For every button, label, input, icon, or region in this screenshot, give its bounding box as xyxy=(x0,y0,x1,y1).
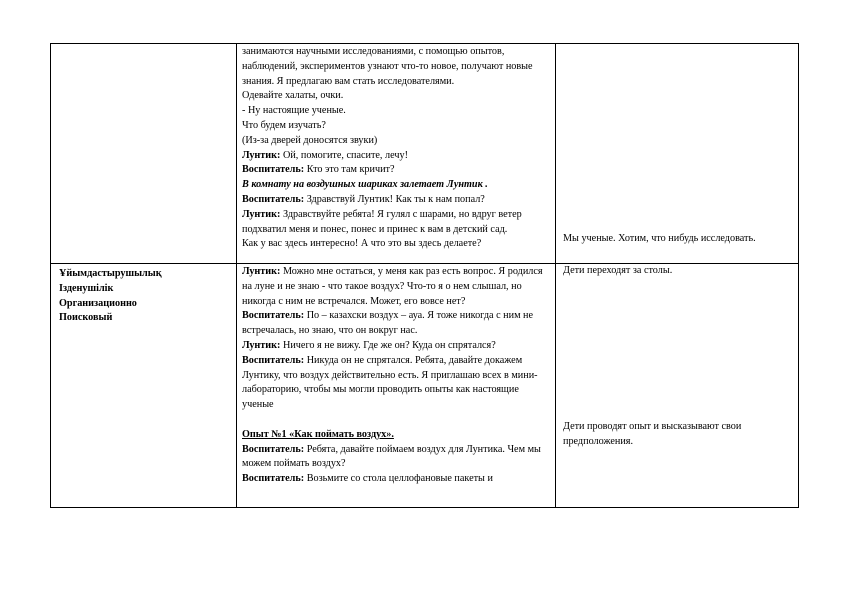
experiment-heading: Опыт №1 «Как поймать воздух». xyxy=(242,428,394,440)
stage-direction: В комнату на воздушных шариках залетает Лунтик . xyxy=(242,179,488,191)
dialogue-line xyxy=(242,339,551,354)
children-activity-cell xyxy=(556,44,799,264)
speaker-label: Лунтик: xyxy=(242,339,281,351)
speaker-label: Лунтик: xyxy=(242,208,281,220)
stage-cell-empty xyxy=(51,44,237,264)
speaker-label: Воспитатель: xyxy=(242,443,305,455)
text-line: Как у вас здесь интересно! А что это вы здесь делаете? xyxy=(242,238,482,250)
speech-text: Возьмите со стола целлофановые пакеты и xyxy=(304,473,493,485)
stage-name-ru: Поисковый xyxy=(59,312,113,324)
stage-name-kz: Ұйымдастырушылық xyxy=(59,268,162,279)
dialogue-line xyxy=(242,163,551,178)
speech-text: Кто это там кричит? xyxy=(304,164,395,176)
speech-text: Ой, помогите, спасите, лечу! xyxy=(280,149,408,161)
children-response: Дети проводят опыт и высказывают свои предположения. xyxy=(563,420,742,447)
lesson-table xyxy=(50,43,799,508)
speech-text: Никуда он не спрятался. Ребята, давайте докажем Лунтику, что воздух действительно есть. Я приглашаю всех в мини-лабораторию, чтобы мы могли проводить опыты как настоящие ученые xyxy=(242,354,538,411)
speech-text: По – казахски воздух – ауа. Я тоже никогда с ним не встречалась, но знаю, что он вокруг нас. xyxy=(242,310,534,337)
dialogue-line xyxy=(242,354,551,413)
text-line: - Ну настоящие ученые. xyxy=(242,105,346,117)
teacher-activity-cell xyxy=(237,44,556,264)
table-row xyxy=(51,264,799,508)
teacher-activity-cell xyxy=(237,264,556,508)
speech-text: Ребята, давайте поймаем воздух для Лунтика. Чем мы можем поймать воздух? xyxy=(242,443,541,470)
speaker-label: Воспитатель: xyxy=(242,473,305,485)
speech-text: Можно мне остаться, у меня как раз есть вопрос. Я родился на луне и не знаю - что такое воздух? Что-то я о нем слышал, но никогда с ним не встречался. Может, его вовсе нет? xyxy=(242,266,543,307)
table-row xyxy=(51,44,799,264)
children-activity-cell xyxy=(556,264,799,508)
stage-name-kz: Ізденушілік xyxy=(59,282,114,294)
speech-text: Здравствуйте ребята! Я гулял с шарами, но вдруг ветер подхватил меня и понес, понес и принес к вам в детский сад. xyxy=(242,208,522,235)
speaker-label: Воспитатель: xyxy=(242,354,305,366)
dialogue-line xyxy=(242,265,551,309)
stage-name-ru: Организационно xyxy=(59,297,137,309)
speaker-label: Воспитатель: xyxy=(242,164,305,176)
dialogue-line xyxy=(242,472,551,487)
speaker-label: Воспитатель: xyxy=(242,193,305,205)
dialogue-line xyxy=(242,193,551,208)
text-line: (Из-за дверей доносятся звуки) xyxy=(242,134,378,146)
text-line: Одевайте халаты, очки. xyxy=(242,90,344,102)
speaker-label: Лунтик: xyxy=(242,266,281,277)
speech-text: Здравствуй Лунтик! Как ты к нам попал? xyxy=(304,193,485,205)
speaker-label: Лунтик: xyxy=(242,149,281,161)
dialogue-line xyxy=(242,443,551,473)
text-line: занимаются научными исследованиями, с помощью опытов, наблюдений, экспериментов узнают что-то новое, получают новые знания. Я предлагаю вам стать исследователями. xyxy=(242,46,533,87)
text-line: Что будем изучать? xyxy=(242,119,326,131)
children-response: Дети переходят за столы. xyxy=(563,265,673,276)
dialogue-line xyxy=(242,149,551,164)
dialogue-line xyxy=(242,208,551,238)
speaker-label: Воспитатель: xyxy=(242,310,305,322)
stage-cell xyxy=(51,264,237,508)
dialogue-line xyxy=(242,309,551,339)
speech-text: Ничего я не вижу. Где же он? Куда он спрятался? xyxy=(280,339,496,351)
children-response: Мы ученые. Хотим, что нибудь исследовать. xyxy=(563,233,756,244)
